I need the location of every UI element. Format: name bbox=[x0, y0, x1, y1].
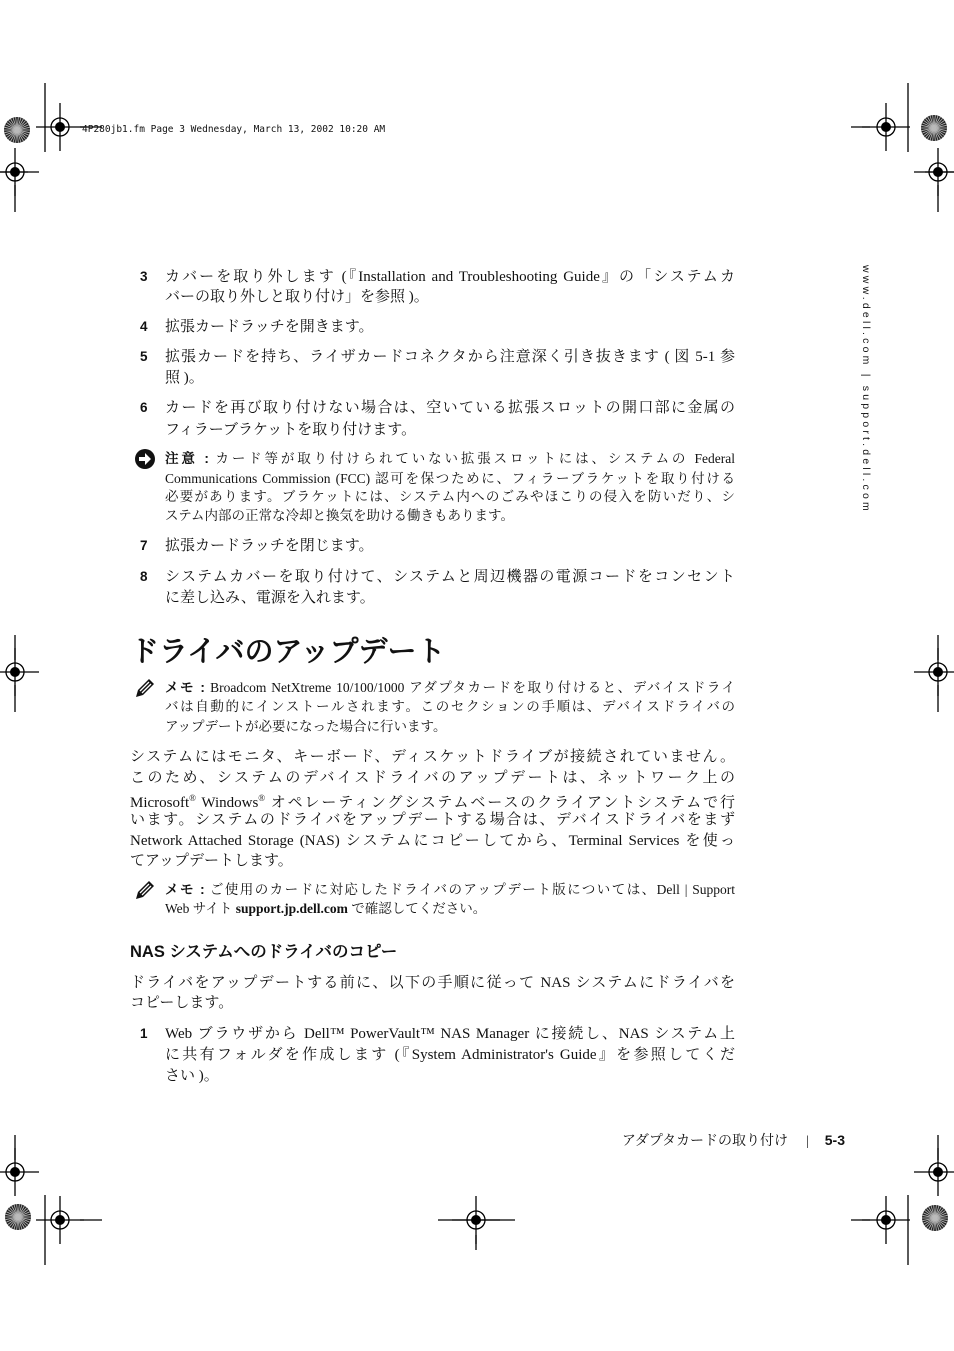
text-segment: ® bbox=[258, 793, 266, 803]
text-line bbox=[165, 469, 735, 489]
text-segment: てアップデートします。 bbox=[130, 853, 293, 869]
text-segment: 注意 : bbox=[165, 451, 216, 466]
section-heading: ドライバのアップデート bbox=[130, 636, 446, 668]
text-segment: システムカバーを取り付けて、システムと周辺機器の電源コードをコンセント bbox=[165, 569, 735, 585]
text-segment: Network Attached Storage (NAS) システムにコピーしてから、Terminal Services を使っ bbox=[130, 833, 735, 849]
text-segment: 拡張カードを持ち、ライザカードコネクタから注意深く引き抜きます ( 図 5-1 参 bbox=[165, 349, 735, 365]
text-line bbox=[165, 398, 735, 418]
text-segment: Windows bbox=[196, 795, 259, 811]
text-segment: ® bbox=[189, 793, 197, 803]
text-segment: support.jp.dell.com bbox=[235, 901, 348, 916]
text-line bbox=[165, 1024, 735, 1044]
step-number: 4 bbox=[140, 319, 148, 334]
text-line bbox=[165, 567, 735, 587]
text-line bbox=[130, 973, 735, 993]
text-segment: 拡張カードラッチを閉じます。 bbox=[165, 538, 374, 554]
text-segment: フィラーブラケットを取り付けます。 bbox=[165, 422, 417, 438]
text-segment: ご使用のカードに対応したドライバのアップデート版については、Dell | Support bbox=[209, 882, 735, 897]
text-line bbox=[165, 536, 374, 556]
text-line bbox=[165, 506, 514, 526]
text-segment: システムにはモニタ、キーボード、ディスケットドライブが接続されていません。 bbox=[130, 749, 735, 765]
text-segment: 照 )。 bbox=[165, 370, 204, 386]
text-segment: カバーを取り外します (『Installation and Troubleshooting Guide』の「システムカ bbox=[165, 269, 735, 285]
text-segment: Web ブラウザから Dell™ PowerVault™ NAS Manager に接続し、NAS システム上 bbox=[165, 1026, 735, 1042]
text-segment: で確認してください。 bbox=[347, 901, 487, 916]
text-segment: バは自動的にインストールされます。このセクションの手順は、デバイスドライバの bbox=[165, 699, 735, 714]
text-segment: います。システムのドライバをアップデートする場合は、デバイスドライバをまず bbox=[130, 812, 735, 828]
crosshair-mark bbox=[0, 1148, 39, 1196]
file-header: 4P280jb1.fm Page 3 Wednesday, March 13, 2002 10:20 AM bbox=[82, 124, 386, 135]
starburst-mark bbox=[4, 117, 30, 143]
text-line bbox=[165, 368, 204, 388]
step-number: 8 bbox=[140, 569, 148, 584]
text-line bbox=[165, 487, 735, 507]
note-pencil-icon bbox=[135, 678, 155, 703]
text-line bbox=[165, 678, 735, 698]
text-line bbox=[165, 267, 735, 287]
crosshair-mark bbox=[36, 1196, 84, 1244]
text-line bbox=[165, 588, 375, 608]
starburst-mark bbox=[922, 1205, 948, 1231]
side-url-text: www.dell.com | support.dell.com bbox=[860, 265, 872, 514]
text-line bbox=[165, 1066, 219, 1086]
text-segment: メモ : bbox=[165, 882, 210, 897]
crosshair-mark bbox=[36, 103, 84, 151]
text-line bbox=[165, 347, 735, 367]
text-segment: 必要があります。ブラケットには、システム内へのごみやほこりの侵入を防いだり、シ bbox=[165, 489, 735, 504]
text-line bbox=[165, 420, 416, 440]
starburst-mark bbox=[921, 115, 947, 141]
text-segment: コピーします。 bbox=[130, 995, 234, 1011]
text-segment: メモ : bbox=[165, 680, 211, 695]
note-pencil-icon bbox=[135, 880, 155, 905]
text-line bbox=[165, 449, 735, 469]
crosshair-mark bbox=[0, 648, 39, 696]
step-number: 3 bbox=[140, 269, 148, 284]
text-line bbox=[130, 768, 735, 788]
text-line bbox=[130, 831, 735, 851]
step-number: 1 bbox=[140, 1026, 148, 1041]
crosshair-mark bbox=[914, 1148, 954, 1196]
caution-arrow-icon bbox=[134, 448, 156, 475]
text-segment: Communications Commission (FCC) 認可を保つために、フィラーブラケットを取り付ける bbox=[165, 471, 735, 486]
starburst-mark bbox=[5, 1204, 31, 1230]
text-segment: カード等が取り付けられていない拡張スロットには、システムの Federal bbox=[215, 451, 736, 466]
text-segment: Broadcom NetXtreme 10/100/1000 アダプタカードを取り付けると、デバイスドライ bbox=[210, 680, 735, 695]
text-line bbox=[165, 697, 735, 717]
text-segment: ドライバをアップデートする前に、以下の手順に従って NAS システムにドライバを bbox=[130, 975, 735, 991]
text-segment: このため、システムのデバイスドライバのアップデートは、ネットワーク上の bbox=[130, 770, 735, 786]
step-number: 5 bbox=[140, 349, 148, 364]
text-segment: バーの取り外しと取り付け」を参照 )。 bbox=[165, 289, 429, 305]
text-line bbox=[165, 717, 446, 737]
text-segment: さい )。 bbox=[165, 1068, 219, 1084]
text-segment: Web サイト bbox=[165, 901, 236, 916]
text-segment: アップデートが必要になった場合に行います。 bbox=[165, 719, 447, 734]
page-number: 5-3 bbox=[824, 1132, 845, 1148]
footer-separator: | bbox=[805, 1134, 809, 1149]
footer-section-title: アダプタカードの取り付け bbox=[621, 1134, 788, 1149]
text-segment: 拡張カードラッチを開きます。 bbox=[165, 319, 374, 335]
text-line bbox=[130, 747, 735, 767]
crosshair-mark bbox=[914, 648, 954, 696]
step-number: 7 bbox=[140, 538, 148, 553]
text-segment: オペレーティングシステムベースのクライアントシステムで行 bbox=[265, 795, 735, 811]
text-line bbox=[165, 899, 486, 919]
text-segment: Microsoft bbox=[130, 795, 190, 811]
text-line bbox=[130, 851, 293, 871]
text-segment: カードを再び取り付けない場合は、空いている拡張スロットの開口部に金属の bbox=[165, 400, 735, 416]
text-line bbox=[165, 1045, 735, 1065]
page-footer bbox=[560, 1130, 845, 1152]
text-segment: に共有フォルダを作成します (『System Administrator's Guide』を参照してくだ bbox=[165, 1047, 735, 1063]
text-segment: ステム内部の正常な冷却と換気を助ける働きもあります。 bbox=[165, 508, 514, 523]
text-line bbox=[130, 993, 233, 1013]
text-line bbox=[130, 810, 735, 830]
text-line bbox=[165, 880, 735, 900]
step-number: 6 bbox=[140, 400, 148, 415]
text-line bbox=[165, 317, 374, 337]
subsection-heading: NAS システムへのドライバのコピー bbox=[130, 943, 398, 961]
text-line bbox=[165, 287, 429, 307]
text-segment: に差し込み、電源を入れます。 bbox=[165, 590, 375, 606]
